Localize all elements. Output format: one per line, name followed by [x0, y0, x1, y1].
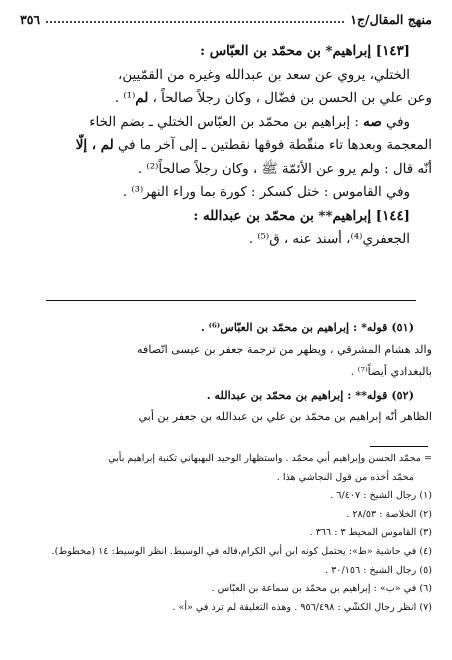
entry-144-line-1 [24, 228, 432, 252]
entry-144-line-1-rest: ، أسند عنه ، ق [269, 232, 351, 247]
source-abbrev-sah: صه [363, 113, 382, 130]
entry-143-line-5 [24, 158, 432, 182]
footnote-3: (٣) القاموس المحيط ٣ : ٣٦٦ . [309, 527, 432, 539]
footnote-separator [370, 446, 428, 447]
entry-143-line-2 [24, 87, 432, 111]
footnote-7: (٧) انظر رجال الكشّي : ٩٥٦/٤٩٨ . وهذه التعليقة لم ترد في «أ» . [172, 601, 432, 613]
header-dotted-leader [46, 21, 344, 23]
entry-143-line-3-text: : إبراهيم بن محمّد بن العبّاس الختلي ـ بضم الخاء [89, 114, 359, 130]
note-52-title: (٥٢) قوله** : إبراهيم بن محمّد بن عبدالله . [206, 387, 414, 402]
footnotes [30, 450, 432, 617]
entry-143-line-1: الختلي، يروي عن سعد بن عبدالله وغيره من القمّيين، [118, 67, 410, 83]
footnote-ref-4: ⁽⁴⁾ [350, 232, 363, 247]
notes-separator [46, 300, 416, 301]
entry-143-line-2-text: وعن علي بن الحسن بن فضّال ، وكان رجلاً صالحاً ، [152, 91, 432, 106]
note-51-line-2: بالبغدادي أيضاً⁽⁷⁾ . [350, 365, 432, 378]
entry-143-title: [١٤٣] إبراهيم* بن محمّد بن العبّاس : [200, 43, 410, 59]
entry-143-line-6-text: وفي القاموس : ختل كسكر : كورة بما وراء النهر [143, 185, 410, 200]
footnote-continued: = محمّد الحسن وإبراهيم أبي محمّد . واستظهار الوحيد البهبهاني تكنية إبراهيم بأبي [108, 453, 432, 464]
entry-144-line-1-text: الجعفري [362, 232, 410, 247]
note-51-line-1: والد هشام المشرقي ، ويظهر من ترجمة جعفر بن عيسى اتّصافه [137, 342, 432, 356]
entry-143-line-3 [24, 111, 432, 135]
entry-143-line-3-lead: وفي [385, 114, 410, 130]
footnote-continued-2: محمّد أخذه من قول النجاشي هذا . [276, 471, 414, 483]
running-title: منهج المقال/ج١ [350, 11, 432, 27]
entry-143-line-4-text: المعجمة وبعدها تاء منقّطة فوقها نقطتين ـ إلى آخر ما في [117, 138, 432, 153]
footnote-ref-1: ⁽¹⁾ . [114, 91, 136, 106]
entry-143-line-5-text: أنّه قال : ولم يرو عن الأئمّة ﷺ ، وكان رجلاً صالحاً [158, 161, 432, 177]
note-51-title: (٥١) قوله* : إبراهيم بن محمّد بن العبّاس⁽⁶⁾ . [200, 320, 414, 334]
page-number: ٣٥٦ [20, 11, 41, 27]
footnote-ref-2: ⁽²⁾ . [137, 161, 159, 177]
footnote-4: (٤) في حاشية «ط»: يحتمل كونه ابن أبي الكرام،قاله في الوسيط. انظر الوسيط: ١٤ (مخطوط). [51, 545, 432, 557]
entry-143-line-6 [24, 181, 432, 205]
footnote-1: (١) رجال الشيخ : ٦/٤٠٧ . [330, 490, 432, 502]
commentary-notes [24, 316, 432, 429]
running-header [20, 8, 432, 30]
entry-143-line-4 [24, 134, 432, 158]
footnote-6: (٦) في «ب» : إبراهيم بن محمّد بن سماعة بن العبّاس . [211, 583, 432, 595]
entry-144-title: [١٤٤] إبراهيم** بن محمّد بن عبدالله : [193, 207, 410, 224]
source-abbrev-lam: لم [135, 90, 149, 106]
source-abbrev-lam-2: لم ، إلّا [75, 137, 114, 153]
note-52-line-1: الظاهر أنّه إبراهيم بن محمّد بن علي بن عبدالله بن جعفر بن أبي [138, 410, 432, 423]
footnote-ref-3: ⁽³⁾ . [122, 185, 144, 200]
main-text [24, 40, 432, 252]
footnote-2: (٢) الخلاصة : ٢٨/٥٣ . [346, 508, 432, 520]
footnote-5: (٥) رجال الشيخ : ٣٠/١٥٦ . [325, 564, 432, 576]
footnote-ref-5: ⁽⁵⁾ . [248, 232, 270, 247]
